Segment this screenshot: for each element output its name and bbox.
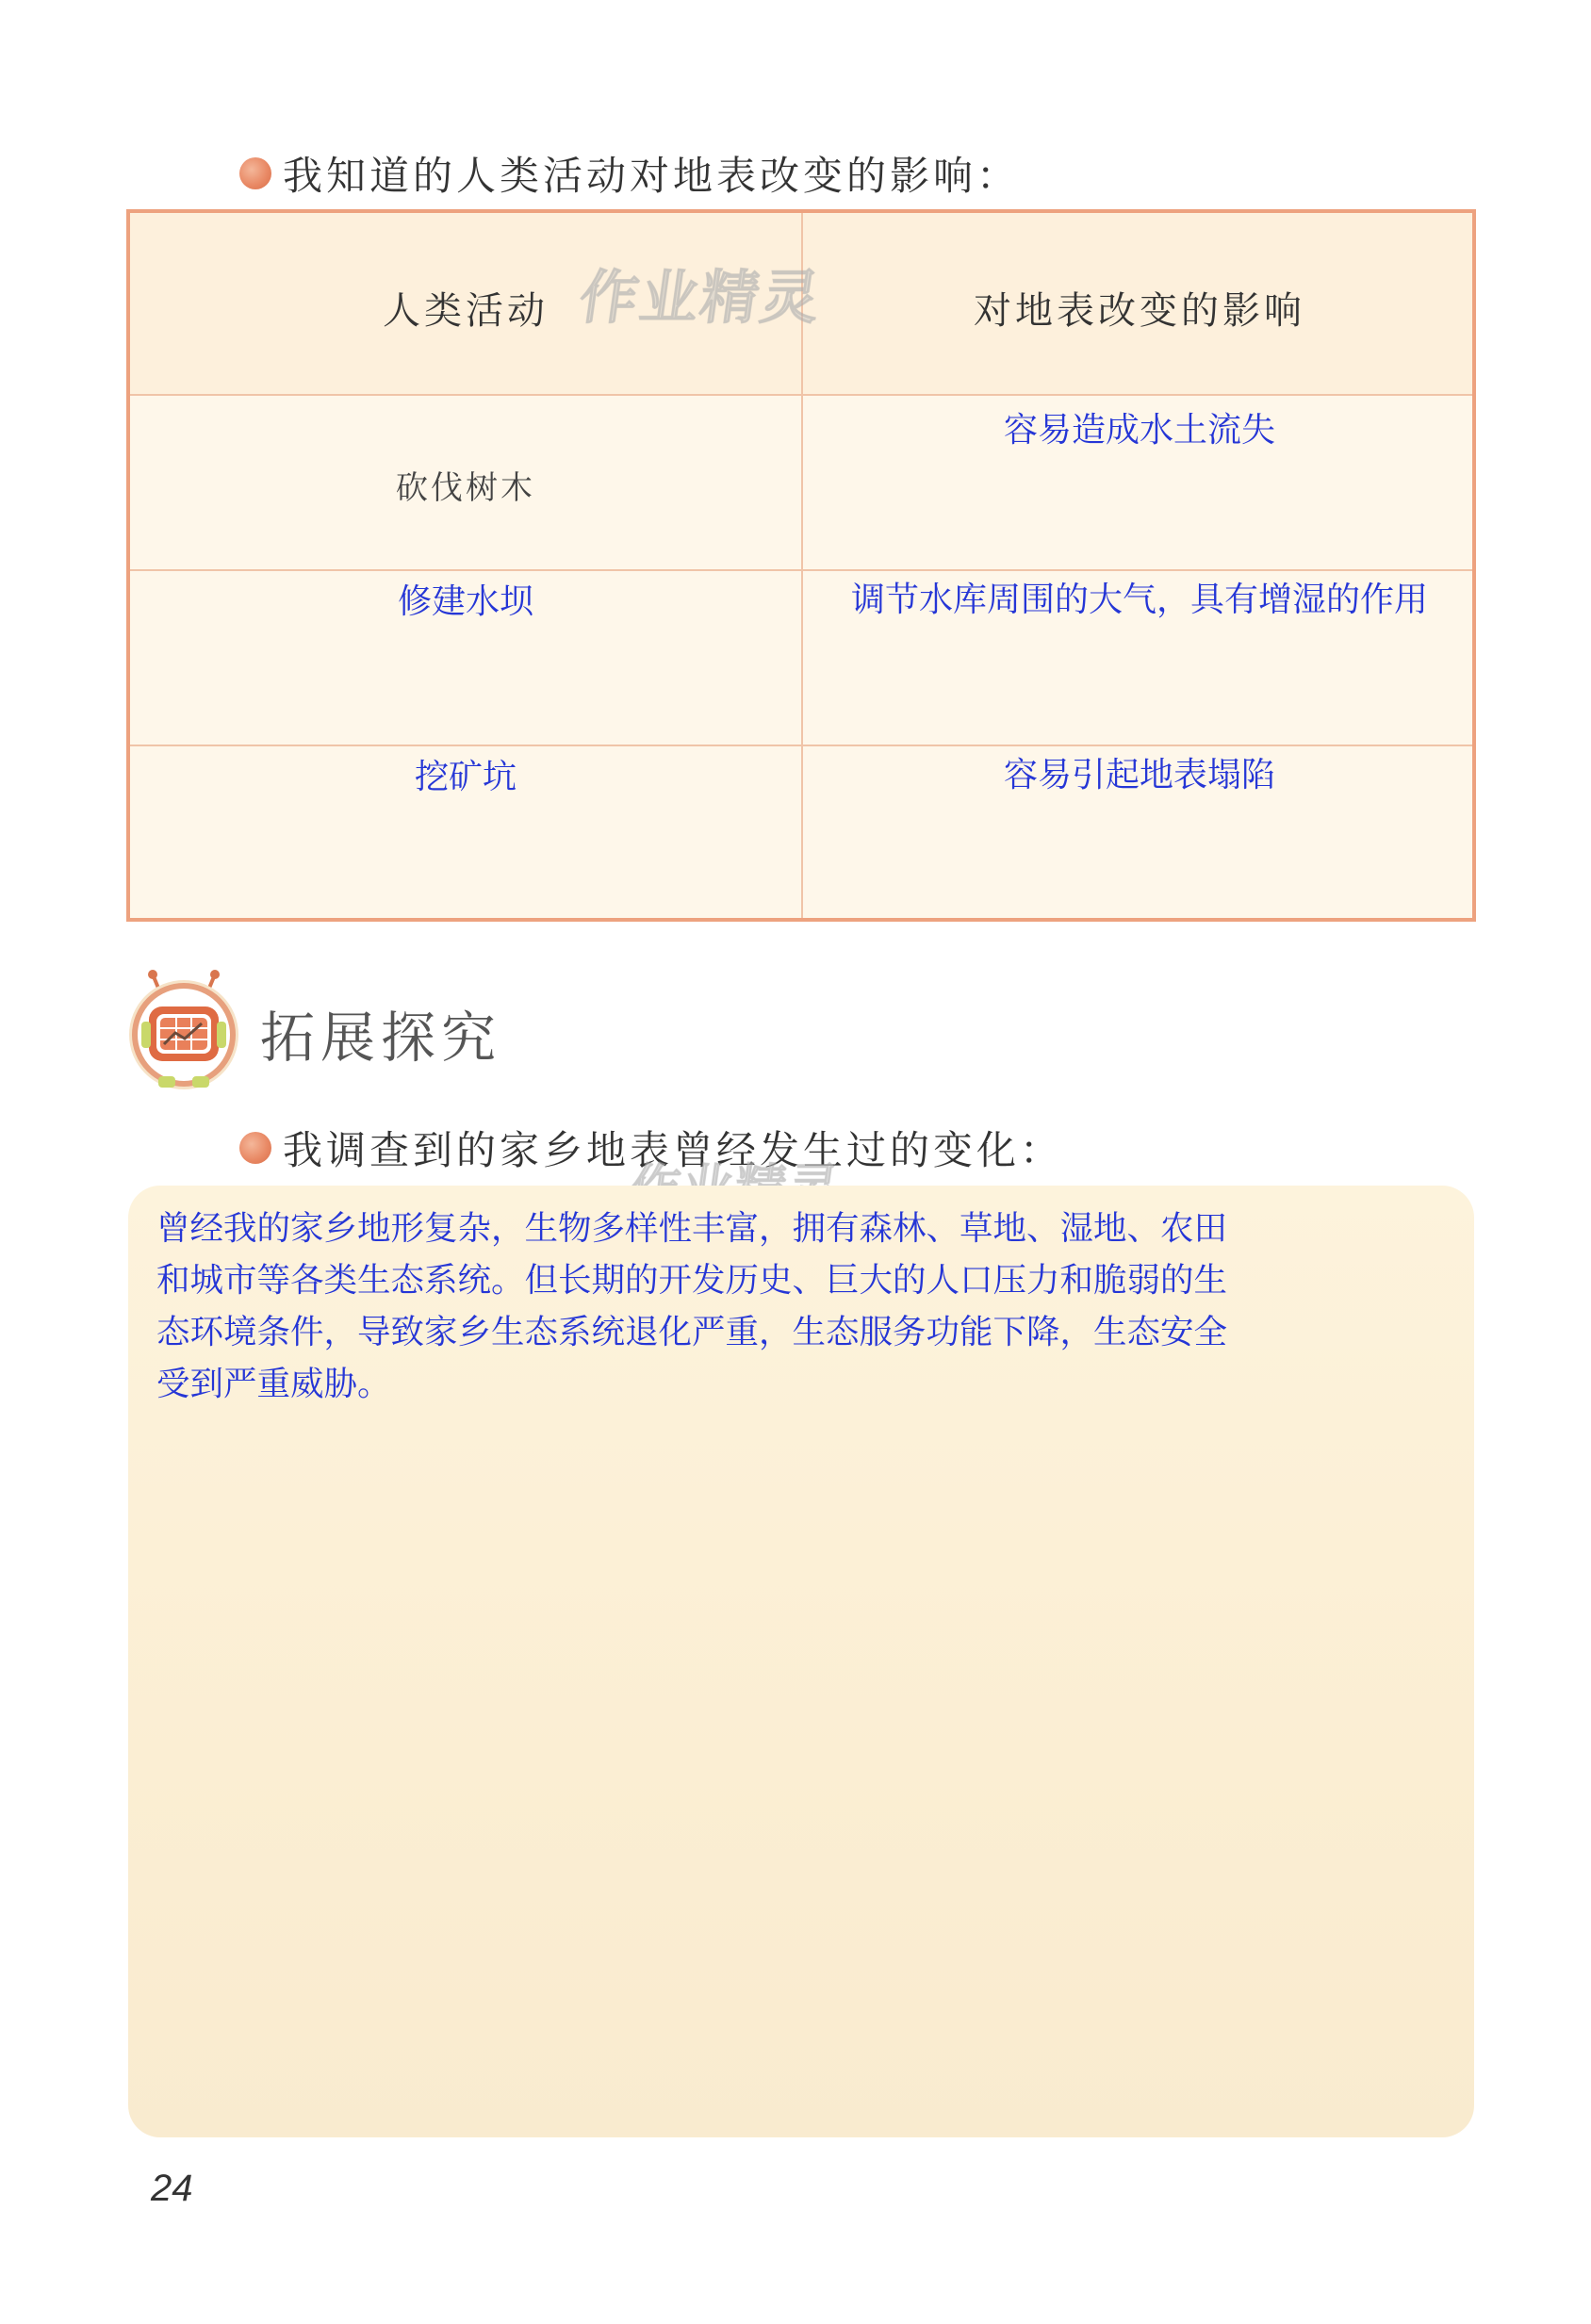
page-number: 24 [151,2168,193,2209]
prompt-human-activity [239,145,1020,202]
answer-line: 和城市等各类生态系统。但长期的开发历史、巨大的人口压力和脆弱的生 [156,1261,1228,1300]
section-heading [124,969,501,1097]
answer-line: 受到严重威胁。 [156,1365,391,1403]
section-title: 拓展探究 [260,1006,502,1070]
table-cell-impact: 调节水库周围的大气，具有增湿的作用 [850,581,1428,619]
table-row-divider [130,745,1472,746]
table-cell-impact: 容易造成水土流失 [1003,411,1275,450]
tv-robot-icon [124,969,243,1097]
watermark: 作业精灵 [575,263,827,332]
table-cell-activity: 修建水坝 [397,582,533,621]
answer-line: 曾经我的家乡地形复杂，生物多样性丰富，拥有森林、草地、湿地、农田 [156,1209,1228,1248]
answer-text [156,1203,1438,1410]
answer-box [128,1186,1474,2137]
table-cell-impact: 容易引起地表塌陷 [1003,756,1275,794]
answer-line: 态环境条件，导致家乡生态系统退化严重，生态服务功能下降，生态安全 [156,1313,1228,1351]
table-row-divider [130,569,1472,571]
table-cell-activity: 挖矿坑 [414,758,517,796]
table-header-impact: 对地表改变的影响 [974,289,1305,333]
bullet-dot-icon [239,1132,271,1164]
bullet-dot-icon [239,157,271,189]
activity-impact-table [126,209,1476,922]
table-header-activity: 人类活动 [383,289,549,333]
table-cell-activity: 砍伐树木 [396,469,535,507]
prompt-human-activity-text: 我知道的人类活动对地表改变的影响： [283,153,1021,199]
table-row-divider [130,394,1472,396]
prompt-hometown-change-text: 我调查到的家乡地表曾经发生过的变化： [283,1127,1064,1173]
